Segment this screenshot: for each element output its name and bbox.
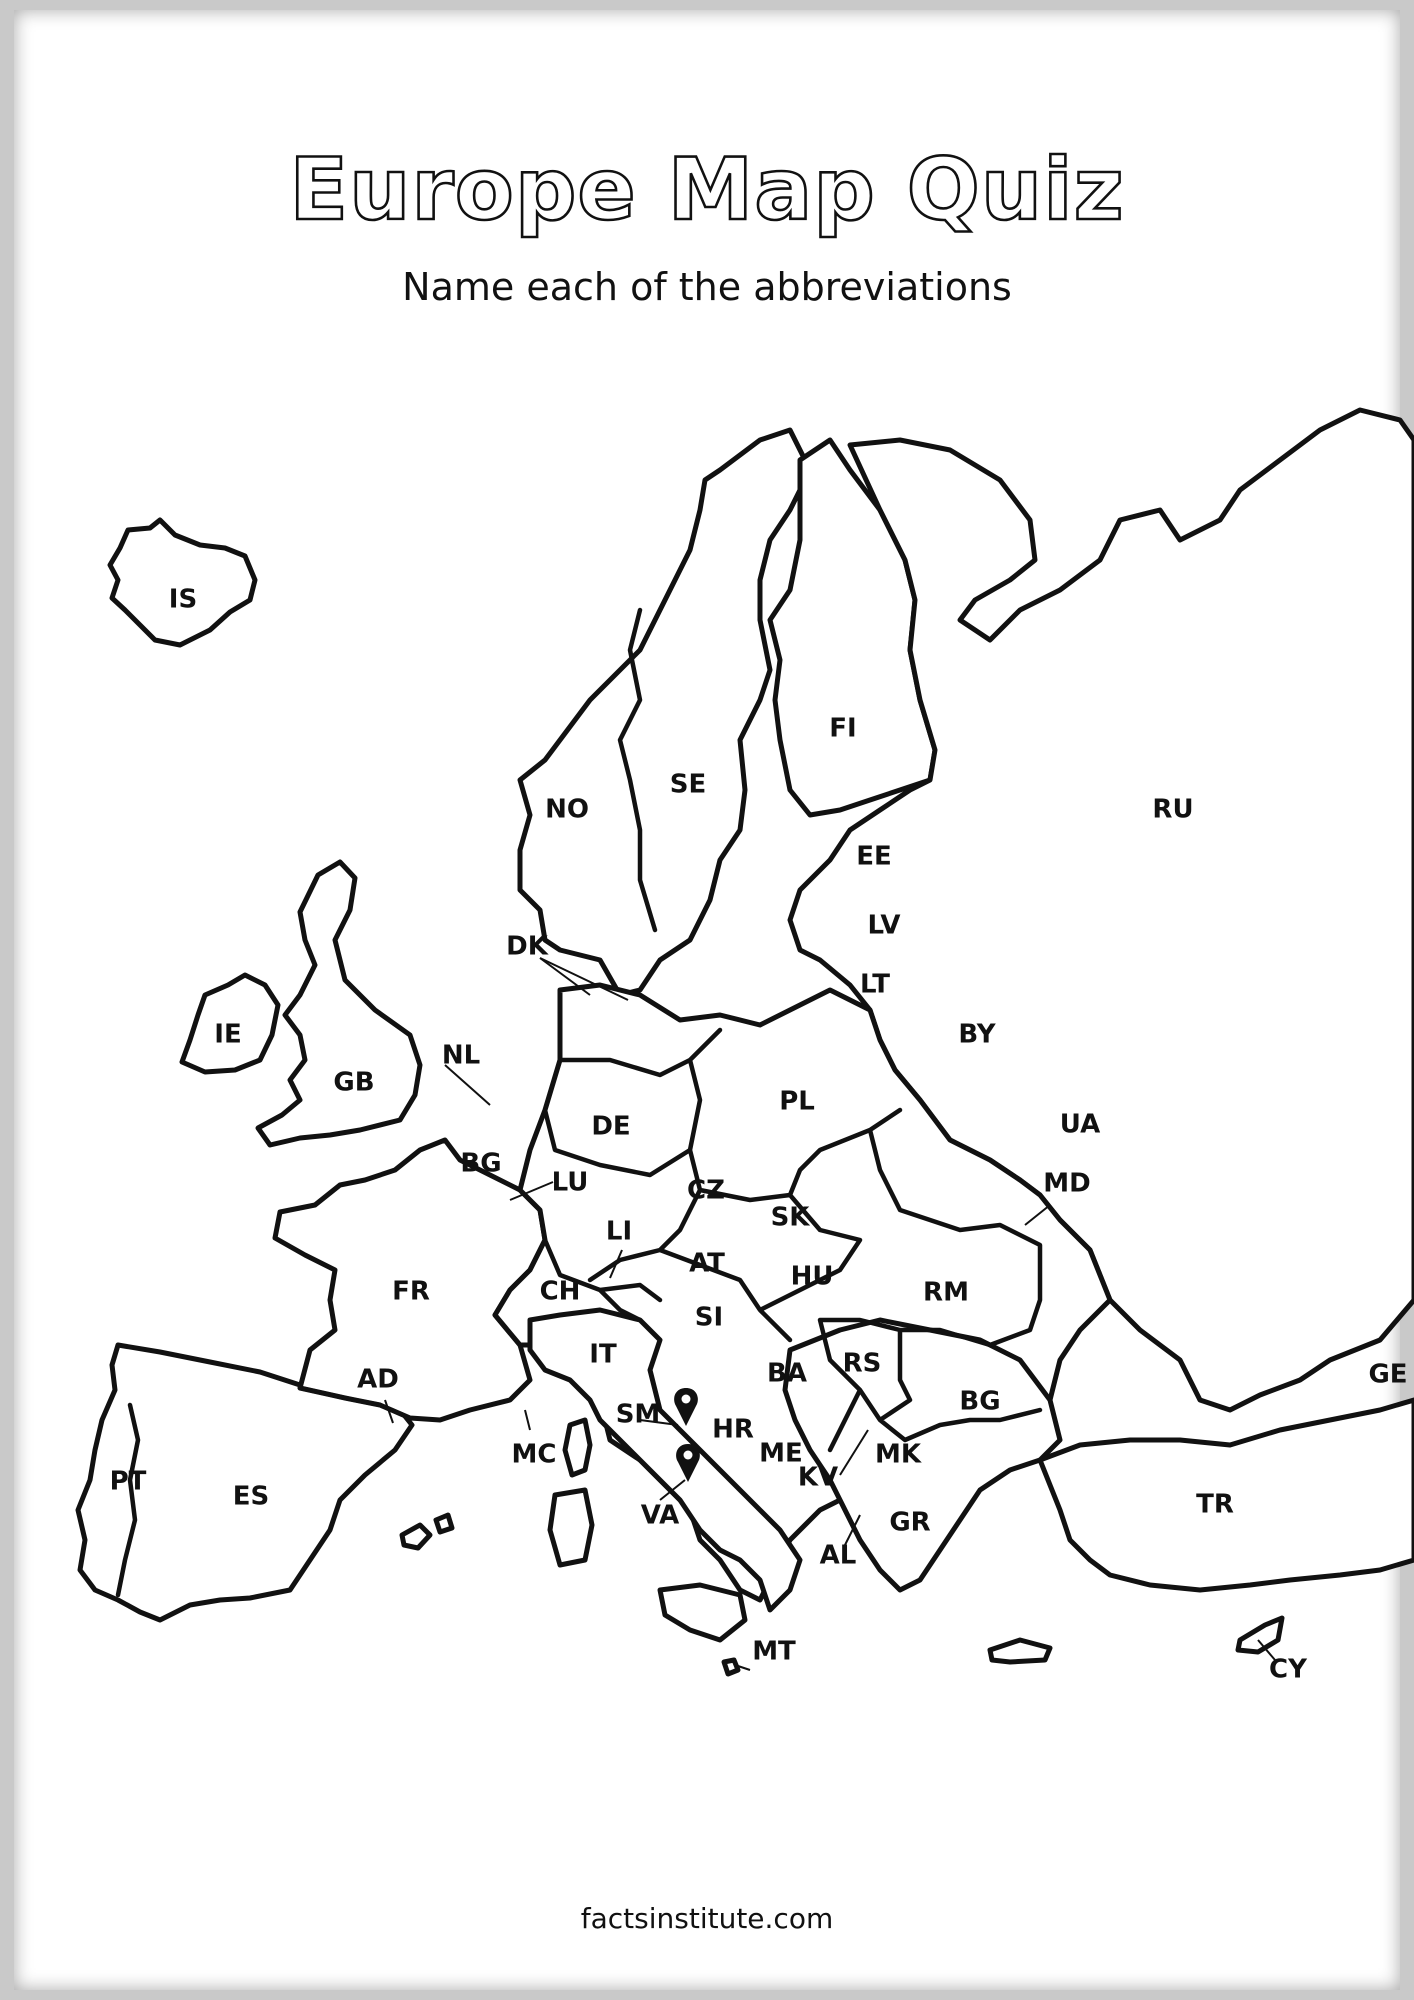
country-label: VA (640, 1500, 680, 1531)
country-label: AT (689, 1248, 725, 1279)
country-label: SE (669, 769, 707, 800)
scandinavia-shape (520, 430, 810, 995)
country-label: UA (1059, 1109, 1101, 1140)
sicily-shape (660, 1585, 745, 1640)
country-label: ES (232, 1481, 270, 1512)
malta-shape (724, 1660, 738, 1674)
balearic-small-shape (436, 1515, 452, 1532)
country-label: HR (712, 1414, 754, 1445)
country-label: BA (767, 1358, 807, 1389)
country-label: MT (752, 1636, 796, 1667)
country-label: BG (959, 1386, 1001, 1417)
country-label: DK (506, 931, 548, 962)
country-label: FR (392, 1276, 430, 1307)
great-britain-shape (258, 862, 420, 1145)
country-label: KV (797, 1462, 839, 1493)
country-label: LV (867, 910, 901, 941)
country-label: IS (168, 584, 198, 615)
country-label: RM (923, 1277, 969, 1308)
country-label: RS (842, 1348, 882, 1379)
country-label: DE (591, 1111, 631, 1142)
country-label: CH (539, 1276, 581, 1307)
country-label: GB (333, 1067, 375, 1098)
country-label: TR (1196, 1489, 1234, 1520)
country-label: IT (589, 1339, 617, 1370)
country-label: GE (1368, 1359, 1408, 1390)
country-label: SM (615, 1399, 661, 1430)
country-label: MD (1043, 1168, 1091, 1199)
site-footer: factsinstitute.com (580, 1902, 834, 1935)
country-label: AL (819, 1540, 857, 1571)
country-label: IE (214, 1019, 242, 1050)
iceland-shape (110, 520, 255, 645)
page-subtitle: Name each of the abbreviations (402, 265, 1012, 309)
country-label: MK (874, 1439, 922, 1470)
country-label: FI (829, 713, 857, 744)
sardinia-shape (550, 1490, 592, 1565)
country-label: PL (779, 1086, 815, 1117)
country-label: LU (551, 1167, 589, 1198)
country-label: BG (460, 1148, 502, 1179)
country-label: BY (958, 1019, 996, 1050)
crete-shape (990, 1640, 1050, 1662)
country-label: NO (545, 794, 589, 825)
country-label: EE (856, 841, 892, 872)
country-label: CZ (687, 1175, 725, 1206)
country-label: AD (357, 1364, 399, 1395)
country-label: HU (790, 1261, 834, 1292)
country-label: ME (759, 1438, 803, 1469)
country-label: LT (860, 969, 890, 1000)
page-title: Europe Map Quiz (289, 140, 1125, 240)
country-label: LI (605, 1216, 633, 1247)
cyprus-shape (1238, 1618, 1282, 1652)
balearic-shape (402, 1525, 430, 1548)
country-label: MC (511, 1439, 557, 1470)
country-label: SK (770, 1202, 810, 1233)
country-label: GR (889, 1507, 931, 1538)
country-label: RU (1152, 794, 1194, 825)
corsica-shape (565, 1420, 590, 1475)
country-label: NL (441, 1040, 481, 1071)
country-label: PT (109, 1466, 147, 1497)
country-label: CY (1269, 1654, 1307, 1685)
country-label: SI (694, 1302, 724, 1333)
